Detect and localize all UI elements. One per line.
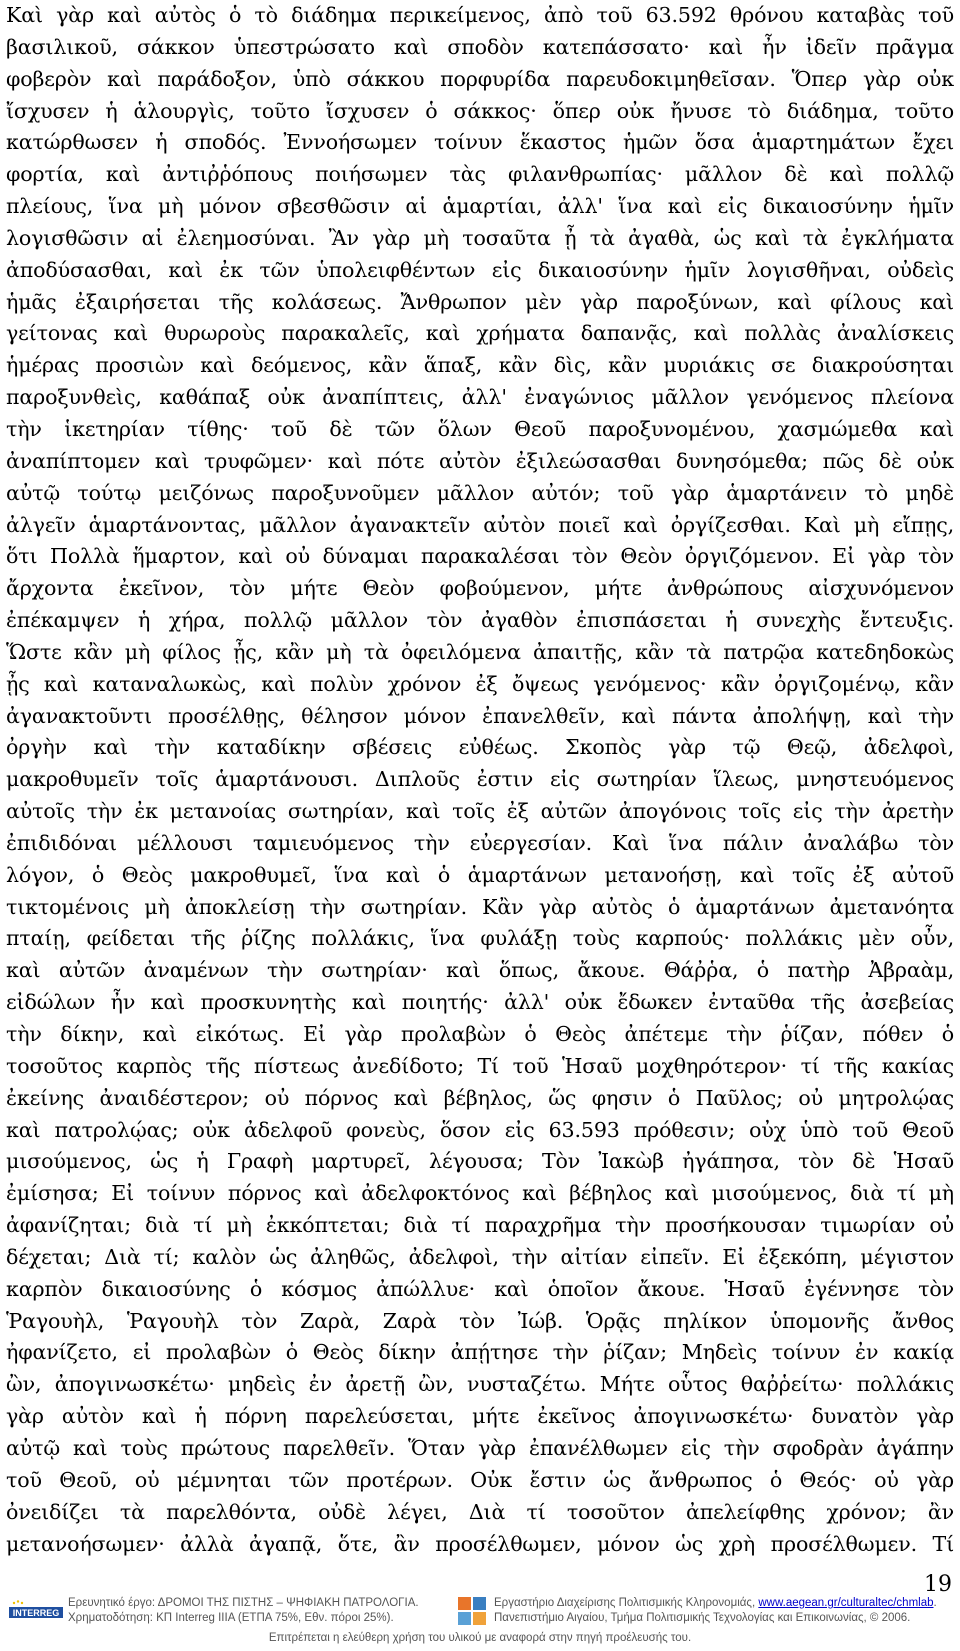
lab-logo-icon bbox=[456, 1595, 488, 1627]
text-line: καρπὸν δικαιοσύνης ὁ κόσμος ἀπώλλυε· καὶ ὁποῖον ἄκουε. Ἡσαῦ ἐγέννησε τὸν bbox=[6, 1276, 954, 1301]
text-line: ἄρχοντα ἐκεῖνον, τὸν μήτε Θεὸν φοβούμενον, μήτε ἀνθρώπους αἰσχυνόμενον bbox=[6, 576, 954, 601]
footer-project-line: Ερευνητικό έργο: ΔΡΟΜΟΙ ΤΗΣ ΠΙΣΤΗΣ – ΨΗΦΙΑΚΗ ΠΑΤΡΟΛΟΓΙΑ. bbox=[68, 1597, 419, 1609]
text-line: ἡμέρας προσιὼν καὶ δεόμενος, κἂν ἅπαξ, κἂν δὶς, κἂν μυριάκις σε διακρούσηται bbox=[6, 353, 954, 378]
text-line: μακροθυμεῖν τοῖς ἁμαρτάνουσι. Διπλοῦς ἐστιν εἰς σωτηρίαν ἵλεως, μνηστευόμενος bbox=[6, 767, 954, 792]
footer-right-text bbox=[494, 1596, 937, 1626]
text-line: αὐτῷ τούτῳ μειζόνως παροξυνοῦμεν μᾶλλον αὐτόν; τοῦ γὰρ ἁμαρτάνειν τὸ μηδὲ bbox=[6, 480, 954, 505]
text-line: ἀποδύσασθαι, καὶ ἐκ τῶν ὑπολειφθέντων εἰς δικαιοσύνην ἡμῖν λογισθῆναι, οὐδεὶς bbox=[6, 257, 954, 282]
text-line: λόγον, ὁ Θεὸς μακροθυμεῖ, ἵνα καὶ ὁ ἁμαρτάνων μετανοήσῃ, καὶ τοῖς ἐξ αὐτοῦ bbox=[6, 862, 954, 887]
text-line: ἀναπίπτομεν καὶ τρυφῶμεν· καὶ πότε αὐτὸν ἐξιλεώσασθαι δυνησόμεθα; πῶς δὲ οὐκ bbox=[6, 448, 954, 473]
interreg-logo-text: INTERREG bbox=[12, 1608, 60, 1618]
text-line: δέχεται; Διὰ τί; καλὸν ὡς ἀληθῶς, ἀδελφοὶ, τὴν αἰτίαν εἰπεῖν. Εἰ ἐξεκόπη, μέγιστον bbox=[6, 1244, 954, 1269]
text-line: Καὶ γὰρ καὶ αὐτὸς ὁ τὸ διάδημα περικείμενος, ἀπὸ τοῦ 63.592 θρόνου καταβὰς τοῦ bbox=[6, 3, 954, 27]
footer bbox=[0, 1594, 960, 1651]
text-line: ὅτι Πολλὰ ἥμαρτον, καὶ οὐ δύναμαι παρακαλέσαι τὸν Θεὸν ὀργιζόμενον. Εἰ γὰρ τὸν bbox=[6, 544, 954, 569]
lab-website-link[interactable]: www.aegean.gr/culturaltec/chmlab bbox=[758, 1597, 934, 1609]
page-number: 19 bbox=[924, 1572, 952, 1597]
text-line: καὶ πατρολῴας; οὐκ ἀδελφοῦ φονεὺς, ὅσον εἰς 63.593 πρόθεσιν; οὐχ ὑπὸ τοῦ Θεοῦ bbox=[6, 1117, 954, 1142]
text-line: καὶ αὐτῶν ἀναμένων τὴν σωτηρίαν· καὶ ὅπως, ἄκουε. Θάῤῥα, ὁ πατὴρ Ἀβραὰμ, bbox=[6, 958, 954, 983]
footer-left-text bbox=[68, 1596, 419, 1626]
footer-funding-line: Χρηματοδότηση: ΚΠ Interreg IIIA (ΕΤΠΑ 75%, Εθν. πόροι 25%). bbox=[68, 1612, 394, 1624]
text-line: Ὥστε κἂν μὴ φίλος ᾖς, κἂν μὴ τὰ ὀφειλόμενα ἀπαιτῇς, κἂν τὰ πατρῷα κατεδηδοκὼς bbox=[6, 639, 954, 664]
text-line: ἀλγεῖν ἁμαρτάνοντας, μᾶλλον ἀγανακτεῖν αὐτὸν ποιεῖ καὶ ὀργίζεσθαι. Καὶ μὴ εἴπῃς, bbox=[6, 512, 954, 537]
text-line: βασιλικοῦ, σάκκον ὑπεστρώσατο καὶ σποδὸν κατεπάσσατο· καὶ ἦν ἰδεῖν πρᾶγμα bbox=[6, 34, 954, 59]
text-line: ἐμίσησα; Εἰ τοίνυν πόρνος καὶ ἀδελφοκτόνος καὶ βέβηλος καὶ μισούμενος, διὰ τί μὴ bbox=[6, 1181, 954, 1206]
text-line: ἡμᾶς ἐξαιρήσεται τῆς κολάσεως. Ἄνθρωπον μὲν γὰρ παροξύνων, καὶ φίλους καὶ bbox=[6, 289, 954, 314]
text-line: ᾖς καὶ καταναλωκὼς, καὶ πολὺν χρόνον ἐξ ὄψεως γενόμενος· κἂν ὀργιζομένῳ, κἂν bbox=[6, 671, 954, 696]
text-line: ἐπιδιδόναι μέλλουσι ταμιευόμενος τὴν εὐεργεσίαν. Καὶ ἵνα πάλιν ἀναλάβω τὸν bbox=[6, 830, 954, 855]
text-line: λογισθῶσιν αἱ ἐλεημοσύναι. Ἂν γὰρ μὴ τοσαῦτα ᾖ τὰ ἀγαθὰ, ὡς καὶ τὰ ἐγκλήματα bbox=[6, 225, 954, 250]
text-line: φοβερὸν καὶ παράδοξον, ὑπὸ σάκκου πορφυρίδα παρευδοκιμηθεῖσαν. Ὅπερ γὰρ οὐκ bbox=[6, 66, 954, 91]
text-line: τοῦ Θεοῦ, οὐ μέμνηται τῶν προτέρων. Οὐκ ἔστιν ὡς ἄνθρωπος ὁ Θεός· οὐ γὰρ bbox=[6, 1467, 954, 1492]
text-line: πλείους, ἵνα μὴ μόνον σβεσθῶσιν αἱ ἁμαρτίαι, ἀλλ' ἵνα καὶ εἰς δικαιοσύνην ἡμῖν bbox=[6, 194, 954, 219]
body-text bbox=[6, 0, 954, 1560]
footer-lab-line bbox=[494, 1596, 937, 1611]
text-line: αὐτοῖς τὴν ἐκ μετανοίας σωτηρίαν, καὶ τοῖς ἐξ αὐτῶν ἀπογόνοις τοῖς εἰς τὴν ἀρετὴν bbox=[6, 799, 954, 824]
footer-lab-suffix: . bbox=[933, 1597, 937, 1609]
text-line: Ῥαγουὴλ, Ῥαγουὴλ τὸν Ζαρὰ, Ζαρὰ τὸν Ἰώβ. Ὁρᾷς πηλίκον ὑπομονῆς ἄνθος bbox=[6, 1308, 954, 1333]
text-line: φορτία, καὶ ἀντιῤῥόπους ποιήσωμεν τὰς φιλανθρωπίας· μᾶλλον δὲ καὶ πολλῷ bbox=[6, 162, 954, 187]
text-line: τὴν δίκην, καὶ εἰκότως. Εἰ γὰρ προλαβὼν ὁ Θεὸς ἀπέτεμε τὴν ῥίζαν, πόθεν ὁ bbox=[6, 1022, 954, 1046]
text-line: αὐτῷ καὶ τοὺς πρώτους παρελθεῖν. Ὅταν γὰρ ἐπανέλθωμεν εἰς τὴν σφοδρὰν ἀγάπην bbox=[6, 1435, 954, 1460]
footer-usage-notice: Επιτρέπεται η ελεύθερη χρήση του υλικού με αναφορά στην πηγή προέλευσής του. bbox=[268, 1632, 692, 1644]
text-line: μισούμενος, ὡς ἡ Γραφὴ μαρτυρεῖ, λέγουσα; Τὸν Ἰακὼβ ἠγάπησα, τὸν δὲ Ἡσαῦ bbox=[6, 1149, 954, 1174]
text-line: τὴν ἱκετηρίαν τίθης· τοῦ δὲ τῶν ὅλων Θεοῦ παροξυνομένου, χασμώμεθα καὶ bbox=[6, 416, 954, 441]
text-line: ἀφανίζηται; διὰ τί μὴ ἐκκόπτεται; διὰ τί παραχρῆμα τὴν προσήκουσαν τιμωρίαν οὐ bbox=[6, 1213, 954, 1238]
text-line: γὰρ αὐτὸν καὶ ἡ πόρνη παρελεύσεται, μήτε ἐκεῖνος ἀπογινωσκέτω· δυνατὸν γὰρ bbox=[6, 1404, 954, 1429]
text-line: ὀνειδίζει τὰ παρελθόντα, οὐδὲ λέγει, Διὰ τί τοσοῦτον ἀπελείφθης χρόνον; ἂν bbox=[6, 1499, 954, 1524]
text-line: ὢν, ἀπογινωσκέτω· μηδεὶς ἐν ἀρετῇ ὢν, νυσταζέτω. Μήτε οὗτος θαῤῥείτω· πολλάκις bbox=[6, 1372, 954, 1397]
text-line: ἐκείνης ἀναιδέστερον; οὐ πόρνος καὶ βέβηλος, ὥς φησιν ὁ Παῦλος; οὐ μητρολῴας bbox=[6, 1085, 954, 1110]
text-line: γείτονας καὶ θυρωροὺς παρακαλεῖς, καὶ χρήματα δαπανᾷς, καὶ πολλὰς ἀναλίσκεις bbox=[6, 321, 954, 346]
footer-university-line: Πανεπιστήμιο Αιγαίου, Τμήμα Πολιτισμικής Τεχνολογίας και Επικοινωνίας, © 2006. bbox=[494, 1612, 911, 1624]
text-line: εἰδώλων ἦν καὶ προσκυνητὴς καὶ ποιητής· ἀλλ' οὐκ ἔδωκεν ἐνταῦθα τῆς ἀσεβείας bbox=[6, 990, 954, 1015]
text-line: ἀγανακτοῦντι προσέλθῃς, θέλησον μόνον ἐπανελθεῖν, καὶ πάντα ἀπολήψῃ, καὶ τὴν bbox=[6, 703, 954, 728]
text-line: ἠφανίζετο, εἰ προλαβὼν ὁ Θεὸς δίκην ἀπῄτησε τὴν ῥίζαν; Μηδεὶς τοίνυν ἐν κακίᾳ bbox=[6, 1340, 954, 1365]
interreg-logo-icon bbox=[8, 1598, 64, 1620]
footer-lab-name: Εργαστήριο Διαχείρισης Πολιτισμικής Κληρονομιάς, bbox=[494, 1597, 759, 1609]
text-line: παροξυνθεὶς, καθάπαξ οὐκ ἀναπίπτεις, ἀλλ' ἐναγώνιος μᾶλλον γενόμενος πλείονα bbox=[6, 385, 954, 410]
text-line: τοσοῦτος καρπὸς τῆς πίστεως ἀνεδίδοτο; Τί τοῦ Ἡσαῦ μοχθηρότερον· τί τῆς κακίας bbox=[6, 1053, 954, 1078]
text-line: πταίῃ, φείδεται τῆς ῥίζης πολλάκις, ἵνα φυλάξῃ τοὺς καρπούς· πολλάκις μὲν οὖν, bbox=[6, 926, 954, 951]
text-line: μετανοήσωμεν· ἀλλὰ ἀγαπᾷ, ὅτε, ἂν προσέλθωμεν, μόνον ὡς χρὴ προσέλθωμεν. Τί bbox=[6, 1531, 954, 1556]
footer-top-row bbox=[0, 1594, 960, 1632]
text-line: ἴσχυσεν ἡ ἁλουργὶς, τοῦτο ἴσχυσεν ὁ σάκκος· ὅπερ οὐκ ἤνυσε τὸ διάδημα, τοῦτο bbox=[6, 98, 954, 123]
text-line: τικτομένοις μὴ ἀποκλείσῃ τὴν σωτηρίαν. Κἂν γὰρ αὐτὸς ὁ ἁμαρτάνων ἀμετανόητα bbox=[6, 894, 954, 919]
text-line: ὀργὴν καὶ τὴν καταδίκην σβέσεις εὐθέως. Σκοπὸς γὰρ τῷ Θεῷ, ἀδελφοὶ, bbox=[6, 735, 954, 760]
text-line: κατώρθωσεν ἡ σποδός. Ἐννοήσωμεν τοίνυν ἕκαστος ἡμῶν ὅσα ἁμαρτημάτων ἔχει bbox=[6, 130, 954, 155]
text-line: ἐπέκαμψεν ἡ χήρα, πολλῷ μᾶλλον τὸν ἀγαθὸν ἐπισπάσεται ἡ συνεχὴς ἔντευξις. bbox=[6, 608, 954, 633]
